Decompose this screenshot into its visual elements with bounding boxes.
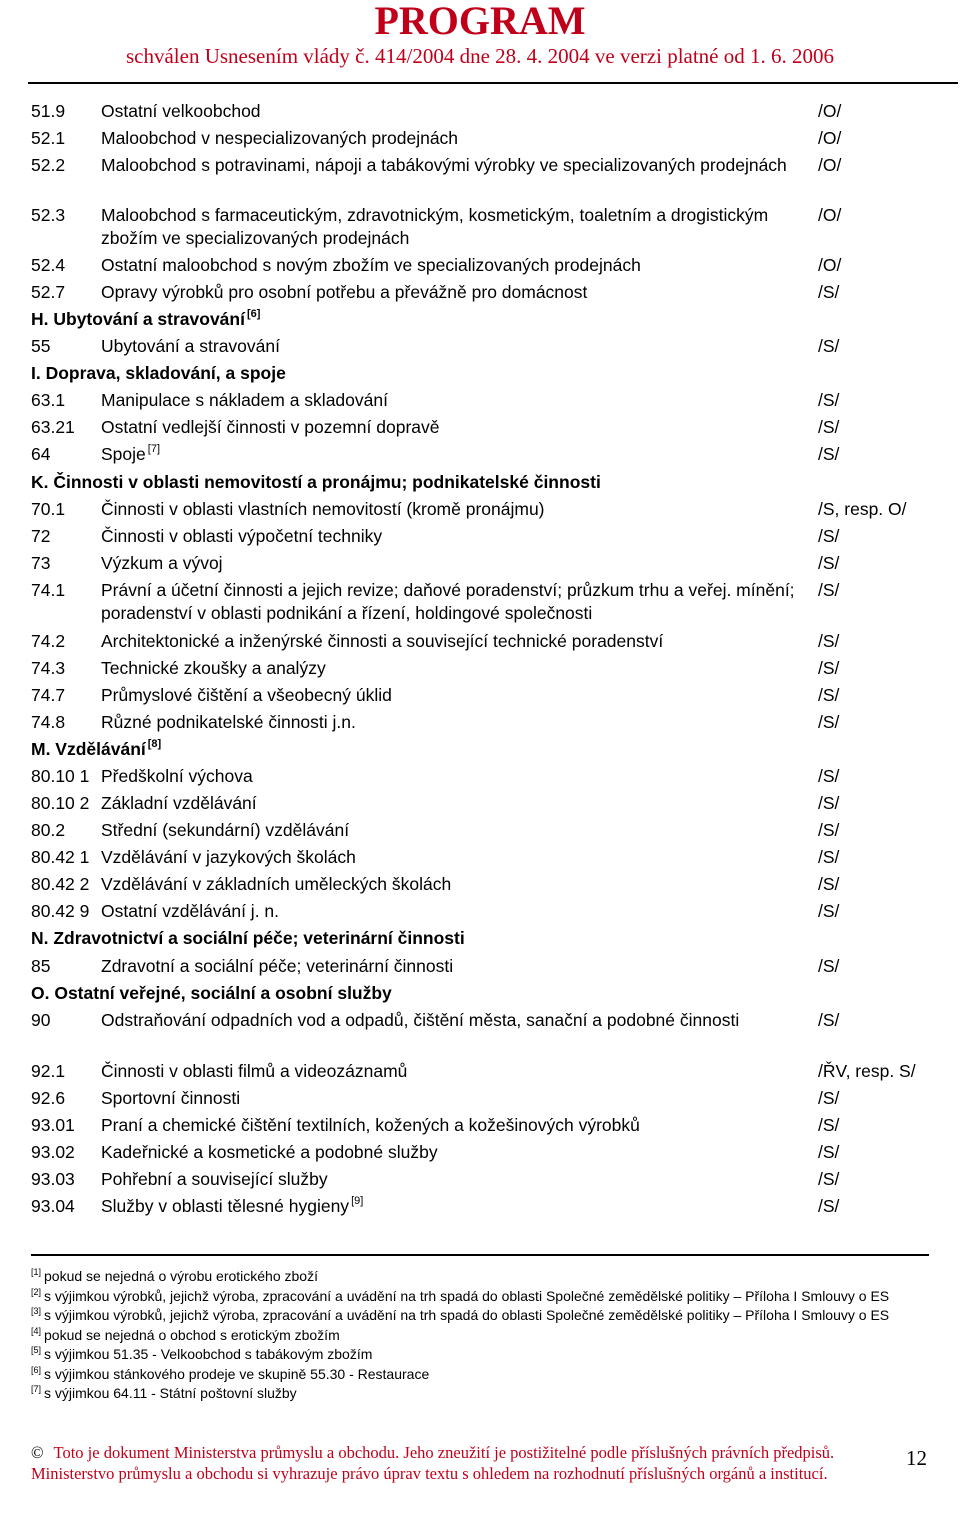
page-header <box>0 0 960 68</box>
row-code: 74.3 <box>31 658 66 678</box>
row-code: 74.2 <box>31 631 66 651</box>
row-description-text: Předškolní výchova <box>101 766 253 786</box>
row-description-text: Činnosti v oblasti filmů a videozáznamů <box>101 1061 408 1081</box>
row-code: 80.10 1 <box>31 766 90 786</box>
row-classification: /S/ <box>818 793 840 813</box>
row-description <box>101 955 806 978</box>
footnote-text: s výjimkou stánkového prodeje ve skupině 55.30 - Restaurace <box>44 1365 430 1382</box>
row-classification: /S/ <box>818 580 840 600</box>
row-classification: /ŘV, resp. S/ <box>818 1061 916 1081</box>
footnote-text: s výjimkou výrobků, jejichž výroba, zpracování a uvádění na trh spadá do oblasti Společné zemědělské politiky – Příloha I Smlouvy o ES <box>44 1287 890 1304</box>
footnote-mark: [4] <box>31 1325 42 1336</box>
row-description-text: Sportovní činnosti <box>101 1088 241 1108</box>
row-description <box>101 1087 806 1110</box>
document-footer <box>31 1442 899 1484</box>
footnote-mark: [7] <box>31 1384 42 1394</box>
row-description <box>101 846 806 869</box>
row-description-text: Maloobchod s potravinami, nápoji a tabákovými výrobky ve specializovaných prodejnách <box>101 155 787 175</box>
row-description-text: Právní a účetní činnosti a jejich revize; daňové poradenství; průzkum trhu a veřej. mínění; poradenství v oblasti podnikání a řízení, holdingové společnosti <box>101 580 795 623</box>
row-description <box>101 630 806 653</box>
row-classification: /S, resp. O/ <box>818 499 907 519</box>
row-description <box>101 1060 806 1083</box>
row-description <box>101 684 806 707</box>
row-classification: /S/ <box>818 336 840 356</box>
row-description <box>101 335 806 358</box>
footnote-mark: [2] <box>31 1286 42 1297</box>
copyright-icon: © <box>31 1443 44 1462</box>
row-classification: /S/ <box>818 1010 840 1030</box>
row-code: 52.7 <box>31 282 66 302</box>
footnote-divider <box>31 1254 929 1256</box>
row-description-text: Praní a chemické čištění textilních, kožených a kožešinových výrobků <box>101 1115 640 1135</box>
row-description <box>101 416 806 439</box>
section-title-wrap <box>31 308 260 331</box>
row-code: 85 <box>31 956 51 976</box>
row-code: 72 <box>31 526 51 546</box>
footnote-ref: [7] <box>147 443 160 455</box>
row-code: 70.1 <box>31 499 66 519</box>
row-code: 90 <box>31 1010 51 1030</box>
section-title: H. Ubytování a stravování <box>31 309 245 329</box>
row-description <box>101 1114 806 1137</box>
footnote-text: s výjimkou 51.35 - Velkoobchod s tabákovým zbožím <box>44 1346 373 1362</box>
row-description-text: Pohřební a související služby <box>101 1169 328 1189</box>
row-description <box>101 1009 806 1032</box>
section-title: M. Vzdělávání <box>31 739 146 759</box>
footnote-mark: [3] <box>31 1306 42 1316</box>
row-classification: /S/ <box>818 766 840 786</box>
section-title-wrap <box>31 738 161 761</box>
row-description-text: Vzdělávání v základních uměleckých školách <box>101 874 452 894</box>
row-code: 80.42 1 <box>31 847 90 867</box>
row-code: 63.21 <box>31 417 75 437</box>
row-code: 93.02 <box>31 1142 75 1162</box>
row-classification: /S/ <box>818 685 840 705</box>
footnote <box>31 1327 911 1347</box>
row-description <box>101 792 806 815</box>
row-classification: /S/ <box>818 901 840 921</box>
row-classification: /S/ <box>818 820 840 840</box>
footnote-ref: [8] <box>147 738 162 750</box>
row-classification: /S/ <box>818 1088 840 1108</box>
row-description <box>101 819 806 842</box>
row-description-text: Maloobchod v nespecializovaných prodejnách <box>101 128 459 148</box>
row-description <box>101 281 806 304</box>
footnote <box>31 1288 911 1308</box>
footnote-text: pokud se nejedná o obchod s erotickým zbožím <box>44 1326 340 1343</box>
row-classification: /S/ <box>818 1169 840 1189</box>
footnotes <box>31 1268 911 1405</box>
row-code: 92.6 <box>31 1088 66 1108</box>
row-description-text: Činnosti v oblasti výpočetní techniky <box>101 526 383 546</box>
row-code: 93.04 <box>31 1196 75 1216</box>
row-classification: /O/ <box>818 255 842 275</box>
row-description <box>101 204 806 250</box>
program-subtitle: schválen Usnesením vlády č. 414/2004 dne 28. 4. 2004 ve verzi platné od 1. 6. 2006 <box>125 44 835 68</box>
row-classification: /S/ <box>818 444 840 464</box>
footer-notice-2: Ministerstvo průmyslu a obchodu si vyhrazuje právo úprav textu s ohledem na rozhodnutí příslušných orgánů a institucí. <box>31 1464 828 1483</box>
row-classification: /O/ <box>818 101 842 121</box>
row-description <box>101 711 806 734</box>
footnote <box>31 1366 911 1386</box>
row-description-text: Základní vzdělávání <box>101 793 257 813</box>
row-code: 80.2 <box>31 820 66 840</box>
row-code: 74.8 <box>31 712 66 732</box>
section-title: I. Doprava, skladování, a spoje <box>31 363 286 383</box>
program-title: PROGRAM <box>374 0 586 43</box>
row-description <box>101 525 806 548</box>
row-description-text: Ostatní maloobchod s novým zbožím ve specializovaných prodejnách <box>101 255 641 275</box>
row-description <box>101 900 806 923</box>
row-description-text: Manipulace s nákladem a skladování <box>101 390 388 410</box>
row-classification: /S/ <box>818 631 840 651</box>
row-code: 80.10 2 <box>31 793 90 813</box>
row-code: 64 <box>31 444 51 464</box>
row-description <box>101 765 806 788</box>
row-classification: /S/ <box>818 282 840 302</box>
row-description-text: Architektonické a inženýrské činnosti a související technické poradenství <box>101 631 664 651</box>
row-description <box>101 443 806 466</box>
row-code: 52.4 <box>31 255 66 275</box>
footnote-mark: [6] <box>31 1364 42 1375</box>
row-description <box>101 127 806 150</box>
row-classification: /S/ <box>818 1115 840 1135</box>
footnote <box>31 1268 911 1288</box>
row-classification: /S/ <box>818 956 840 976</box>
page-number: 12 <box>906 1446 927 1470</box>
row-classification: /O/ <box>818 128 842 148</box>
row-description <box>101 873 806 896</box>
row-description <box>101 498 806 521</box>
row-description-text: Vzdělávání v jazykových školách <box>101 847 356 867</box>
footnote-mark: [5] <box>31 1345 42 1355</box>
row-description-text: Různé podnikatelské činnosti j.n. <box>101 712 356 732</box>
row-description-text: Ostatní vedlejší činnosti v pozemní dopravě <box>101 417 440 437</box>
row-code: 52.1 <box>31 128 66 148</box>
row-description-text: Opravy výrobků pro osobní potřebu a převážně pro domácnost <box>101 282 588 302</box>
row-description-text: Kadeřnické a kosmetické a podobné služby <box>101 1142 438 1162</box>
row-code: 92.1 <box>31 1061 66 1081</box>
header-divider <box>28 82 958 84</box>
row-code: 80.42 2 <box>31 874 90 894</box>
footnote-text: pokud se nejedná o výrobu erotického zboží <box>44 1268 318 1284</box>
row-classification: /O/ <box>818 155 842 175</box>
row-code: 51.9 <box>31 101 66 121</box>
footnote <box>31 1385 911 1405</box>
footnote <box>31 1346 911 1366</box>
row-code: 63.1 <box>31 390 66 410</box>
row-description <box>101 154 806 177</box>
row-classification: /O/ <box>818 205 842 225</box>
row-code: 73 <box>31 553 51 573</box>
row-description-text: Ostatní vzdělávání j. n. <box>101 901 280 921</box>
footnote-ref: [9] <box>351 1195 364 1207</box>
row-description <box>101 100 806 123</box>
row-classification: /S/ <box>818 658 840 678</box>
row-code: 74.7 <box>31 685 66 705</box>
row-description-text: Služby v oblasti tělesné hygieny <box>101 1196 350 1216</box>
row-code: 52.3 <box>31 205 66 225</box>
row-description <box>101 579 806 625</box>
footnote-text: s výjimkou 64.11 - Státní poštovní služby <box>44 1385 297 1401</box>
row-classification: /S/ <box>818 553 840 573</box>
footnote-ref: [6] <box>246 308 261 320</box>
row-code: 80.42 9 <box>31 901 90 921</box>
row-description-text: Maloobchod s farmaceutickým, zdravotnickým, kosmetickým, toaletním a drogistickým zbožím ve specializovaných prodejnách <box>101 205 769 248</box>
row-classification: /S/ <box>818 526 840 546</box>
row-description-text: Průmyslové čištění a všeobecný úklid <box>101 685 392 705</box>
row-description-text: Činnosti v oblasti vlastních nemovitostí (kromě pronájmu) <box>101 499 545 519</box>
row-description <box>101 1168 806 1191</box>
row-description <box>101 552 806 575</box>
footnote-mark: [1] <box>31 1267 42 1277</box>
row-classification: /S/ <box>818 390 840 410</box>
row-description-text: Spoje <box>101 444 146 464</box>
row-classification: /S/ <box>818 1196 840 1216</box>
row-description-text: Odstraňování odpadních vod a odpadů, čištění města, sanační a podobné činnosti <box>101 1010 740 1030</box>
row-code: 74.1 <box>31 580 66 600</box>
row-description <box>101 1195 806 1218</box>
row-classification: /S/ <box>818 847 840 867</box>
footer-notice-1: Toto je dokument Ministerstva průmyslu a obchodu. Jeho zneužití je postižitelné podle příslušných právních předpisů. <box>53 1443 835 1462</box>
row-code: 52.2 <box>31 155 66 175</box>
section-title: N. Zdravotnictví a sociální péče; veterinární činnosti <box>31 928 465 948</box>
row-description-text: Ubytování a stravování <box>101 336 280 356</box>
row-description <box>101 1141 806 1164</box>
row-code: 93.01 <box>31 1115 75 1135</box>
row-description-text: Střední (sekundární) vzdělávání <box>101 820 350 840</box>
row-description <box>101 254 806 277</box>
row-classification: /S/ <box>818 712 840 732</box>
row-description <box>101 389 806 412</box>
row-classification: /S/ <box>818 417 840 437</box>
footnote-text: s výjimkou výrobků, jejichž výroba, zpracování a uvádění na trh spadá do oblasti Společné zemědělské politiky – Příloha I Smlouvy o ES <box>44 1307 890 1323</box>
section-title: K. Činnosti v oblasti nemovitostí a pronájmu; podnikatelské činnosti <box>31 472 601 492</box>
row-code: 55 <box>31 336 51 356</box>
section-title: O. Ostatní veřejné, sociální a osobní služby <box>31 983 392 1003</box>
row-description-text: Technické zkoušky a analýzy <box>101 658 326 678</box>
row-classification: /S/ <box>818 874 840 894</box>
row-description-text: Výzkum a vývoj <box>101 553 223 573</box>
row-description-text: Ostatní velkoobchod <box>101 101 261 121</box>
row-classification: /S/ <box>818 1142 840 1162</box>
footnote <box>31 1307 911 1327</box>
row-description <box>101 657 806 680</box>
row-code: 93.03 <box>31 1169 75 1189</box>
row-description-text: Zdravotní a sociální péče; veterinární činnosti <box>101 956 454 976</box>
